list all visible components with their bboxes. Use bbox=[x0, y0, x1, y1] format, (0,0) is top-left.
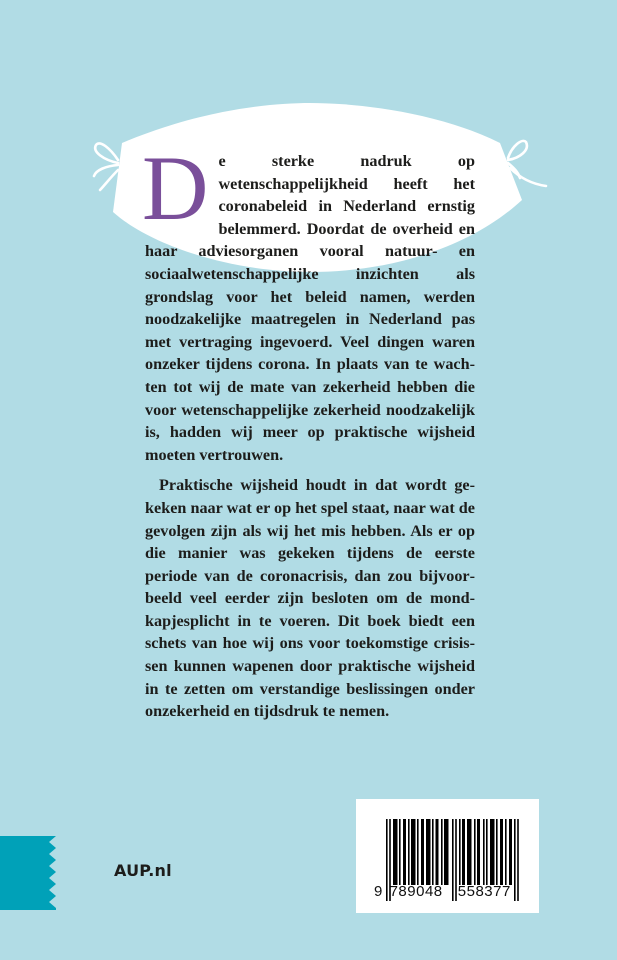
blurb-paragraph-1-text: e sterke nadruk op wetenschappelijkheid heeft het coronabeleid in Nederland ernstig belemmerd. Doordat de overheid en haar adviesorganen vooral natuur- en sociaalwetenschappelijke inzichten als grondslag voor het beleid namen, werden noodzakelijke maatregelen in Nederland pas met vertraging ingevoerd. Veel dingen waren onzeker tijdens corona. In plaats van te wachten tot wij de mate van zekerheid hebben die voor wetenschappelijke zekerheid noodzakelijk is, hadden wij meer op praktische wijsheid moeten vertrouwen. bbox=[145, 152, 475, 464]
blurb-paragraph-2: Praktische wijsheid houdt in dat wordt gekeken naar wat er op het spel staat, naar wat de gevolgen zijn als wij het mis hebben. Als er op die manier was gekeken tijdens de eerste periode van de coronacrisis, dan zou bijvoorbeeld veel eerder zijn besloten om de mondkapjesplicht in te voeren. Dit boek biedt een schets van hoe wij ons voor toekomstige crisissen kunnen wapenen door praktische wijsheid in te zetten om verstandige beslissingen onder onzekerheid en tijdsdruk te nemen. bbox=[145, 476, 475, 721]
dropcap-letter: D bbox=[142, 137, 209, 239]
isbn-number bbox=[374, 883, 524, 900]
serrated-tab-mark bbox=[0, 836, 56, 910]
back-cover-blurb bbox=[142, 137, 475, 723]
isbn-barcode bbox=[356, 799, 539, 913]
blurb-paragraph-1 bbox=[142, 137, 475, 466]
left-ribbon-icon bbox=[94, 143, 118, 190]
isbn-group-1: 789048 bbox=[389, 883, 443, 900]
isbn-first-digit: 9 bbox=[374, 883, 383, 900]
isbn-group-2: 558377 bbox=[457, 883, 511, 900]
publisher-website: AUP.nl bbox=[114, 861, 172, 880]
